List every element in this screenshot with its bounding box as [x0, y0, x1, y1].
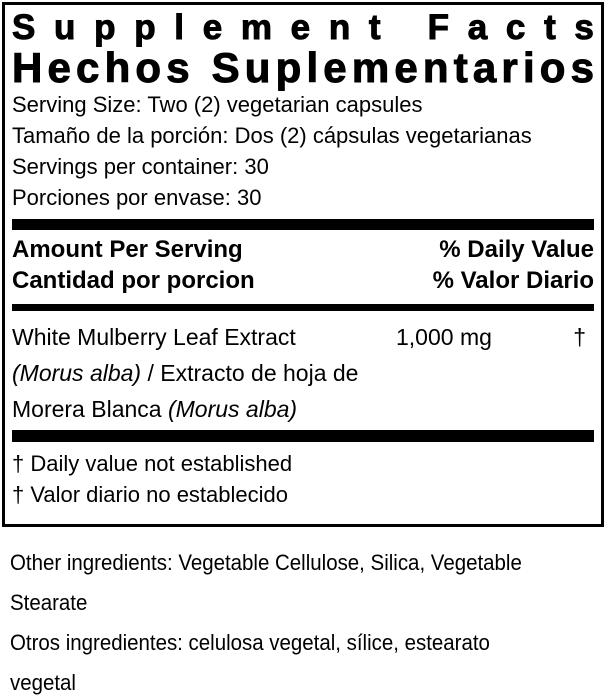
servings-per-container-english: Servings per container: 30	[12, 154, 269, 179]
amount-per-serving-label: Amount Per Serving	[12, 236, 243, 263]
serving-info-block	[12, 89, 594, 213]
serving-size-spanish: Tamaño de la porción: Dos (2) cápsulas vegetarianas	[12, 123, 532, 148]
panel-title-spanish: H e c h o s S u p l e m e n t a r i o s	[12, 44, 594, 91]
daily-value-label-spanish: % Valor Diario	[432, 267, 594, 294]
ingredient-amount: 1,000 mg	[396, 324, 492, 350]
other-ingredients-spanish-line-1: Otros ingredientes: celulosa vegetal, sílice, estearato	[10, 630, 490, 655]
footnote-spanish: † Valor diario no establecido	[12, 482, 288, 507]
servings-per-container-spanish: Porciones por envase: 30	[12, 185, 262, 210]
footnote-english: † Daily value not established	[12, 451, 293, 476]
divider-medium	[12, 304, 594, 311]
ingredient-line-3: Morera Blanca (Morus alba)	[12, 396, 298, 422]
column-header-row-english	[12, 234, 594, 265]
supplement-facts-panel	[2, 2, 604, 527]
ingredient-name: White Mulberry Leaf Extract	[12, 324, 296, 350]
column-header-row-spanish	[12, 265, 594, 296]
serving-size-english: Serving Size: Two (2) vegetarian capsules	[12, 92, 423, 117]
divider-thick-top	[12, 219, 594, 230]
amount-per-serving-label-spanish: Cantidad por porcion	[12, 267, 255, 294]
other-ingredients-english-line-1: Other ingredients: Vegetable Cellulose, Silica, Vegetable	[10, 550, 522, 575]
ingredient-row	[12, 319, 594, 427]
ingredient-daily-value-dagger: †	[573, 324, 586, 350]
ingredient-line-2: (Morus alba) / Extracto de hoja de	[12, 360, 359, 386]
ingredient-line-1	[12, 319, 594, 355]
footnotes-block	[12, 448, 594, 510]
column-headers	[12, 234, 594, 296]
divider-thick-bottom	[12, 430, 594, 442]
other-ingredients-english-line-2: Stearate	[10, 590, 88, 615]
panel-title-english: S u p p l e m e n t F a c t s	[12, 8, 594, 47]
daily-value-label: % Daily Value	[439, 236, 594, 263]
other-ingredients-block	[10, 543, 522, 698]
other-ingredients-spanish-line-2: vegetal	[10, 670, 76, 695]
